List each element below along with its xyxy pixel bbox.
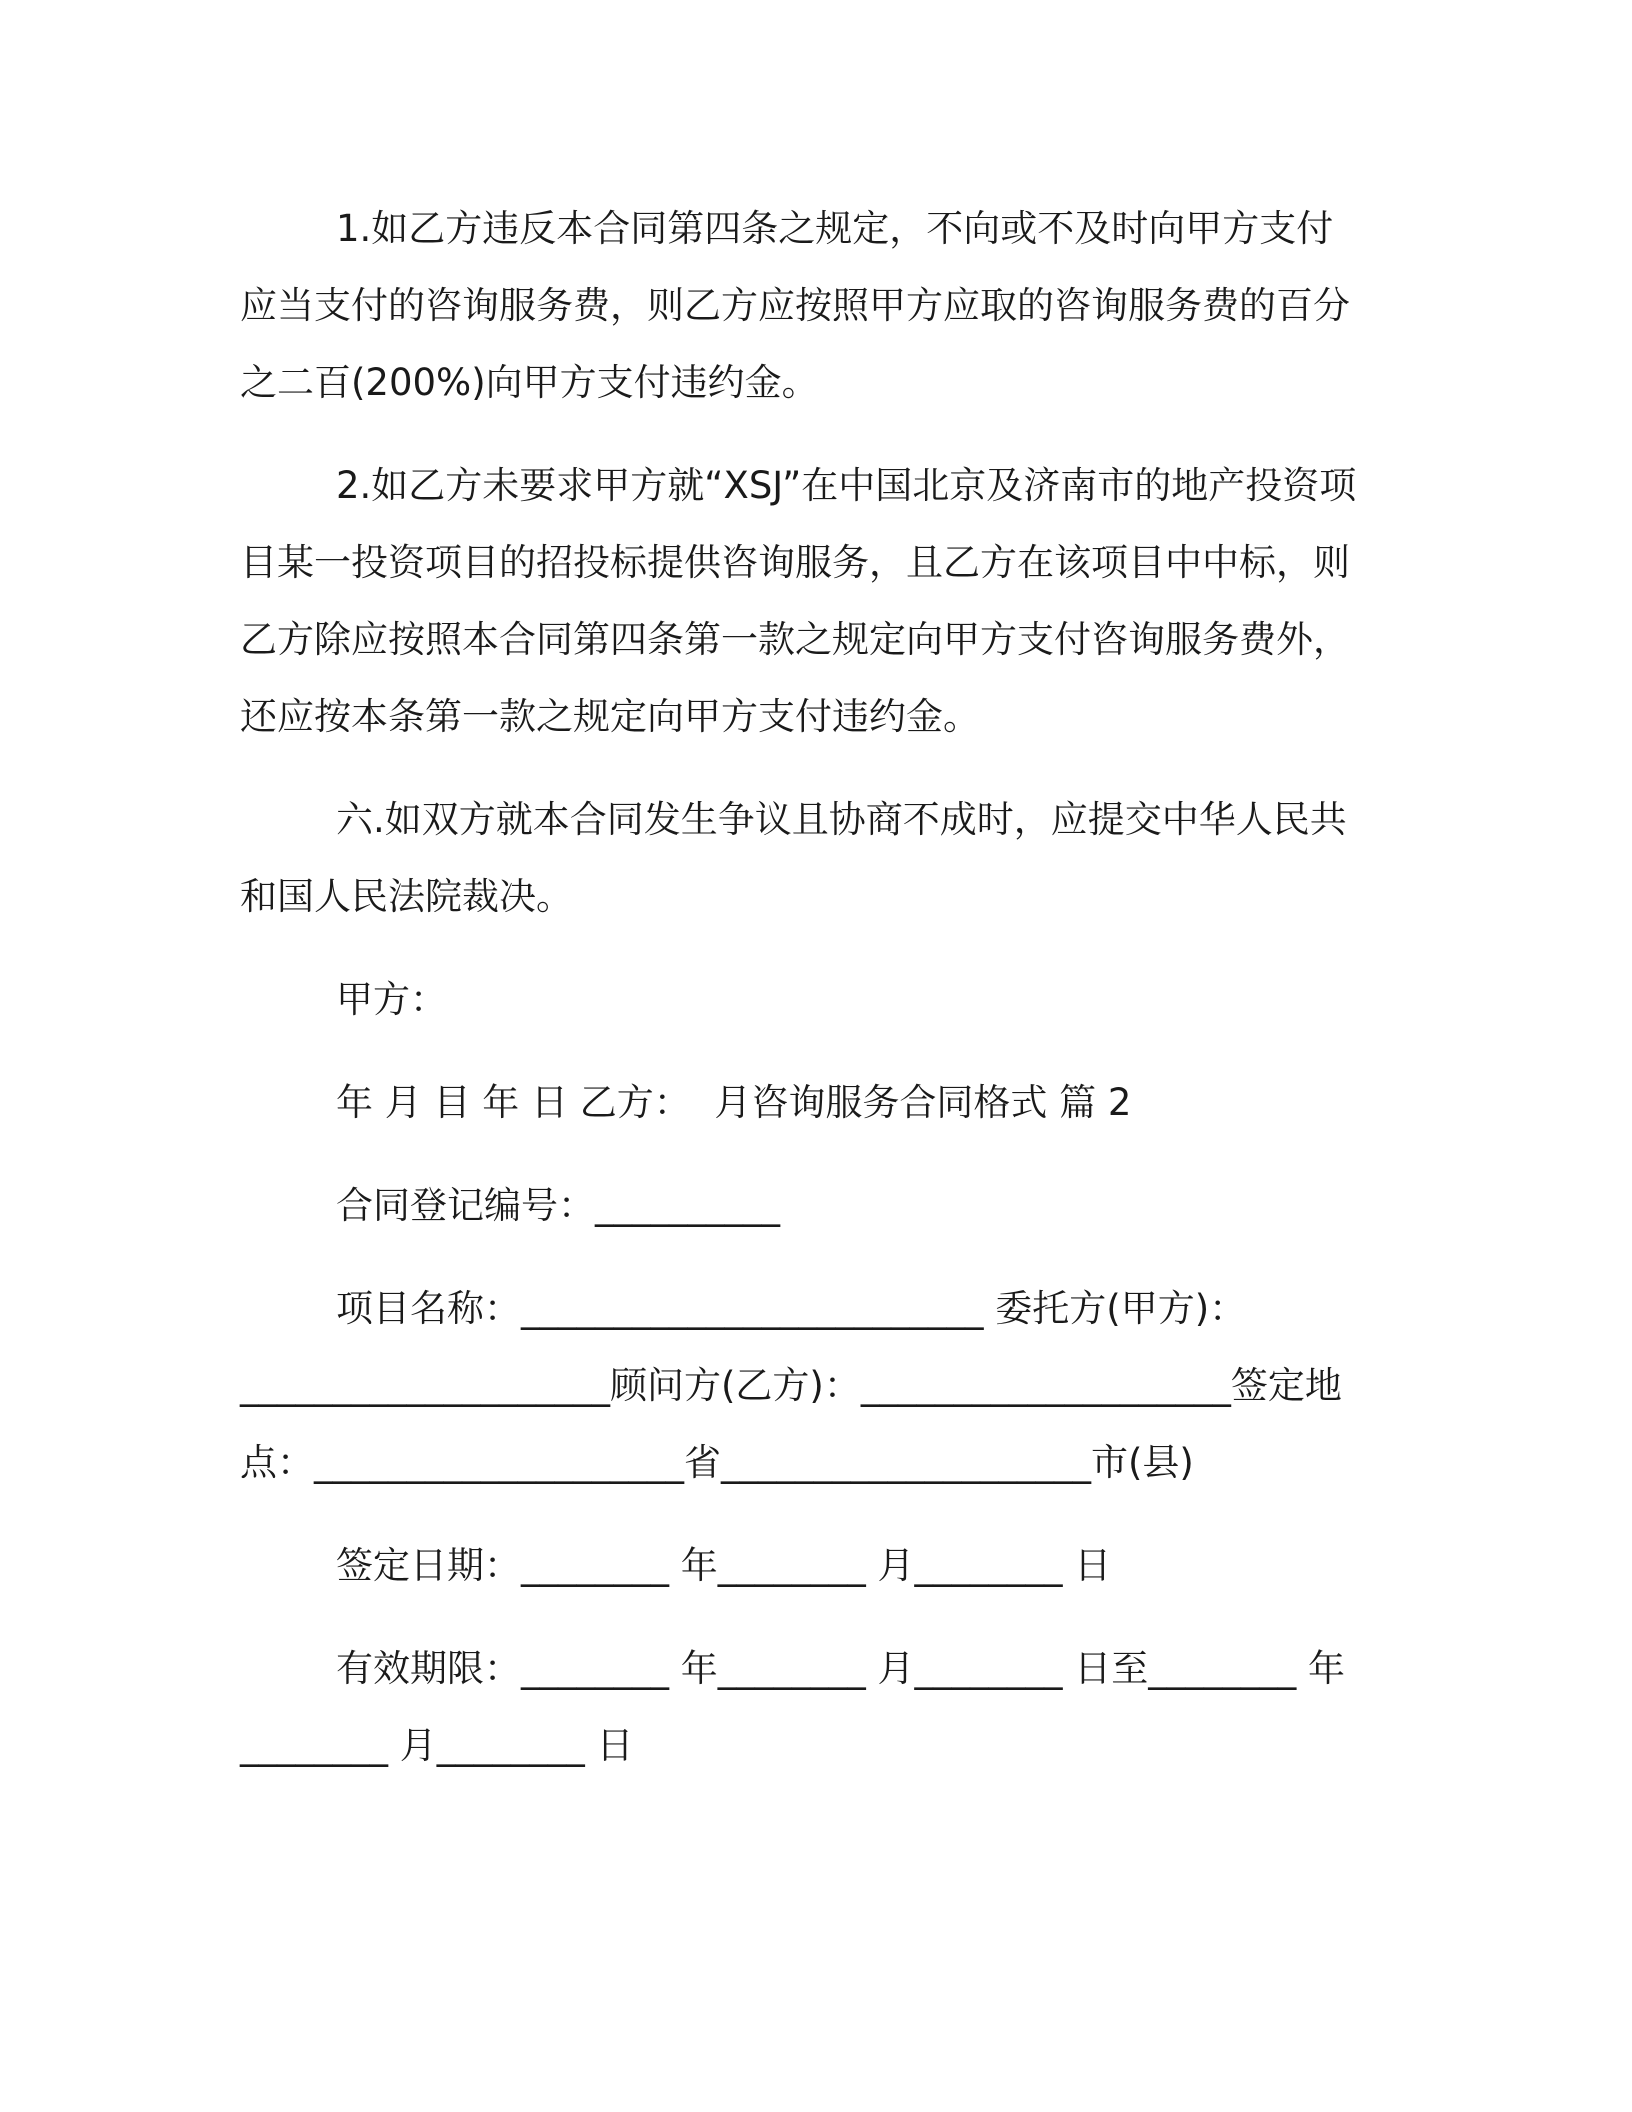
date-line: 年 月 目 年 日 乙方： 月咨询服务合同格式 篇 2 (336, 1081, 1132, 1124)
project-info-paragraph: 项目名称：_________________________ 委托方(甲方)：____________________顾问方(乙方)：____________________签定地点：____________________省____________________市(县) (240, 1287, 1342, 1484)
clause-1-paragraph: 1.如乙方违反本合同第四条之规定，不向或不及时向甲方支付应当支付的咨询服务费，则乙方应按照甲方应取的咨询服务费的百分之二百(200%)向甲方支付违约金。 (240, 207, 1350, 404)
clause-six-paragraph: 六.如双方就本合同发生争议且协商不成时，应提交中华人民共和国人民法院裁决。 (240, 798, 1347, 918)
valid-period-paragraph: 有效期限：________ 年________ 月________ 日至________ 年________ 月________ 日 (240, 1647, 1346, 1767)
contract-registration-number: 合同登记编号：__________ (336, 1184, 780, 1227)
sign-date-line: 签定日期：________ 年________ 月________ 日 (336, 1544, 1112, 1587)
clause-2-paragraph: 2.如乙方未要求甲方就“XSJ”在中国北京及济南市的地产投资项目某一投资项目的招投标提供咨询服务，且乙方在该项目中中标，则乙方除应按照本合同第四条第一款之规定向甲方支付咨询服务费外，还应按本条第一款之规定向甲方支付违约金。 (240, 464, 1357, 738)
document-page (240, 190, 1370, 1784)
party-a-label: 甲方： (336, 978, 447, 1021)
